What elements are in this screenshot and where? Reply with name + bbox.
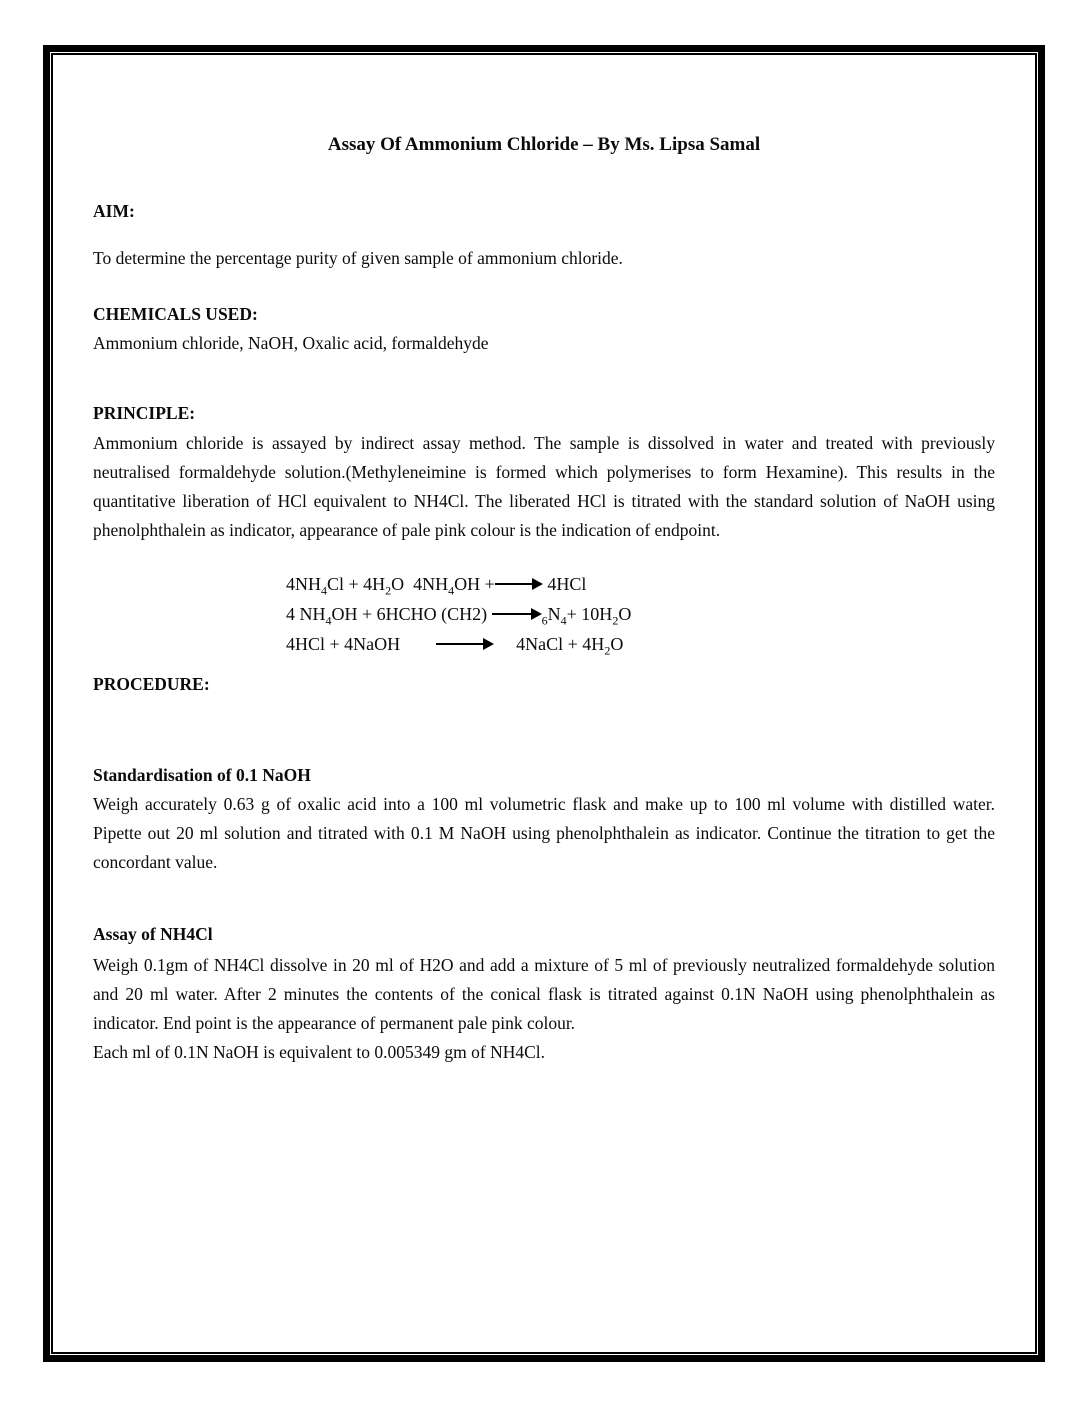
equation-text: OH + 6HCHO (CH2) [331, 604, 492, 624]
procedure-heading: PROCEDURE: [93, 674, 210, 694]
chemicals-heading: CHEMICALS USED: [93, 304, 258, 324]
equation-subscript: 4 [448, 583, 455, 598]
equation-text: 4 NH [286, 604, 326, 624]
equation-text: + [484, 574, 495, 594]
assay-heading: Assay of NH4Cl [93, 924, 213, 944]
aim-heading: AIM: [93, 201, 135, 221]
reaction-arrow-icon [492, 613, 540, 615]
equation-line [286, 599, 995, 629]
page-border-inner [51, 53, 1037, 1354]
equation-subscript: 2 [385, 583, 392, 598]
reaction-arrow-icon [436, 643, 492, 645]
equation-text: O [610, 634, 624, 654]
equation-text: 4HCl [542, 574, 587, 594]
equation-text: Cl + 4H [327, 574, 386, 594]
equivalence-note: Each ml of 0.1N NaOH is equivalent to 0.005349 gm of NH4Cl. [93, 1042, 546, 1062]
equation-line [286, 569, 995, 599]
equation-text: N [547, 604, 561, 624]
principle-text: Ammonium chloride is assayed by indirect assay method. The sample is dissolved in water and treated with previously neutralised formaldehyde solution.(Methyleneimine is formed which polymerises to form Hexamine). This results in the quantitative liberation of HCl equivalent to NH4Cl. The liberated HCl is titrated with the standard solution of NaOH using phenolphthalein as indicator, appearance of pale pink colour is the indication of endpoint. [93, 433, 995, 540]
equation-text: 4NH [286, 574, 321, 594]
standardisation-heading: Standardisation of 0.1 NaOH [93, 765, 311, 785]
equation-subscript: 4 [325, 613, 332, 628]
equation-subscript: 6 [541, 613, 548, 628]
equation-text: 4NaCl + 4H [516, 634, 605, 654]
document-title: Assay Of Ammonium Chloride – By Ms. Lipsa Samal [327, 134, 761, 155]
equation-text: 4HCl + 4NaOH [286, 634, 401, 654]
assay-text: Weigh 0.1gm of NH4Cl dissolve in 20 ml of H2O and add a mixture of 5 ml of previously neutralized formaldehyde solution and 20 ml water. After 2 minutes the contents of the conical flask is titrated against 0.1N NaOH using phenolphthalein as indicator. End point is the appearance of permanent pale pink colour. [93, 955, 995, 1033]
reaction-arrow-icon [495, 583, 541, 585]
page-border-outer [43, 45, 1045, 1362]
equation-text: O [618, 604, 632, 624]
equation-subscript: 4 [560, 613, 567, 628]
principle-heading: PRINCIPLE: [93, 403, 196, 423]
aim-text: To determine the percentage purity of given sample of ammonium chloride. [93, 248, 623, 268]
equation-text: O 4NH [391, 574, 449, 594]
reaction-equations [286, 569, 995, 659]
equation-text: + 10H [566, 604, 613, 624]
standardisation-text: Weigh accurately 0.63 g of oxalic acid into a 100 ml volumetric flask and make up to 100 ml volume with distilled water. Pipette out 20 ml solution and titrated with 0.1 M NaOH using phenolphthalein as indicator. Continue the titration to get the concordant value. [93, 794, 995, 872]
equation-subscript: 2 [612, 613, 619, 628]
equation-subscript: 2 [604, 643, 611, 658]
chemicals-text: Ammonium chloride, NaOH, Oxalic acid, formaldehyde [93, 333, 489, 353]
equation-subscript: 4 [321, 583, 327, 598]
document-content [53, 55, 1035, 1352]
equation-line [286, 629, 995, 659]
equation-text: OH [454, 574, 485, 594]
